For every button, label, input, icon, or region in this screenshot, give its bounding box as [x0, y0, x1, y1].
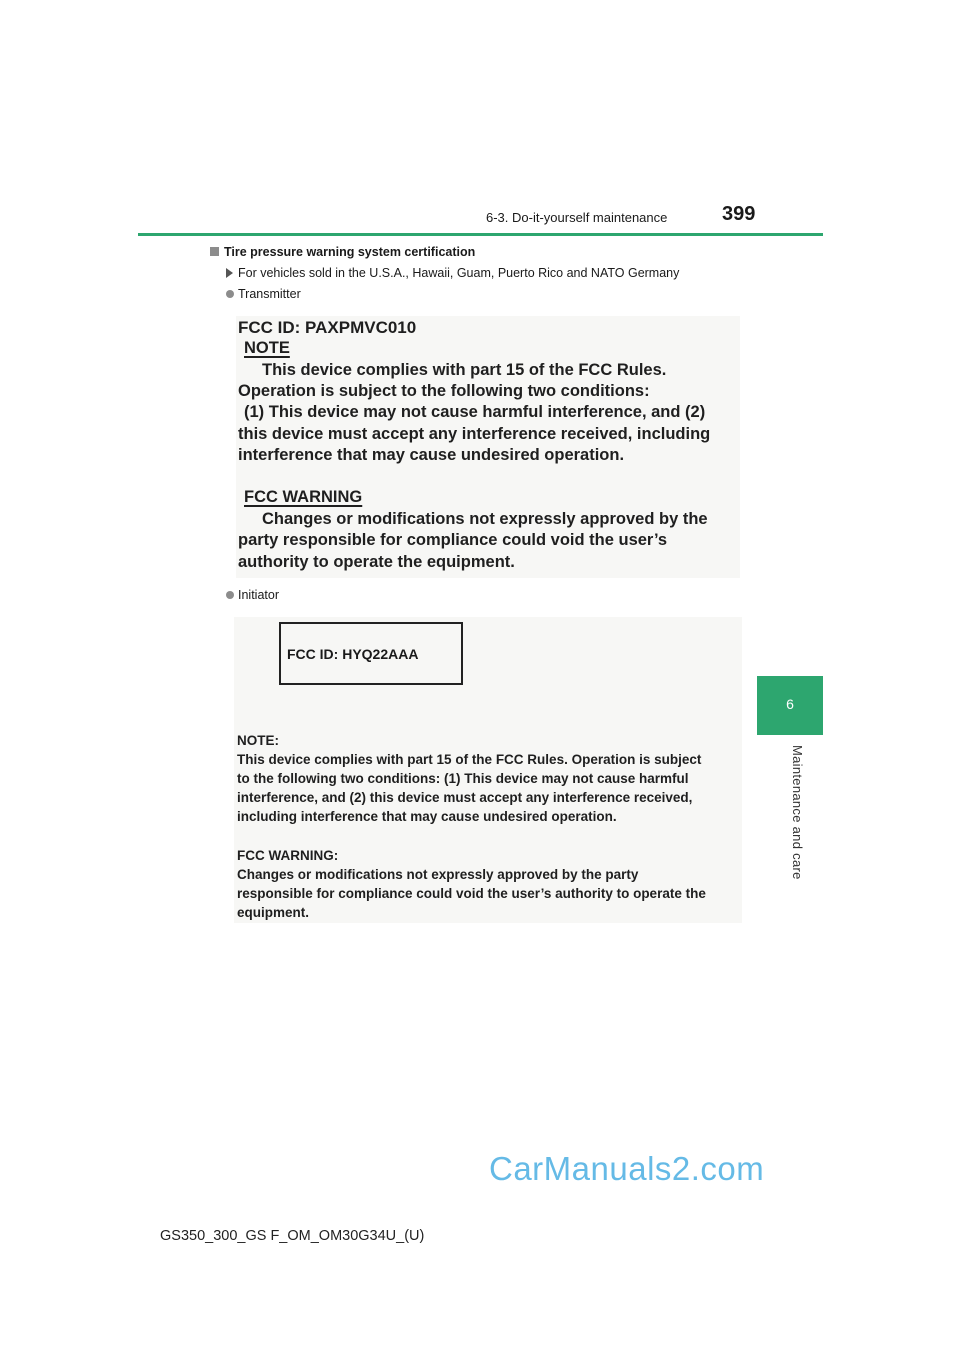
side-tab-number: 6: [786, 696, 794, 712]
initiator-note-heading: NOTE:: [237, 733, 279, 748]
transmitter-fcc-id: FCC ID: PAXPMVC010: [238, 318, 417, 337]
triangle-arrow-icon: [226, 268, 233, 278]
bullet-transmitter-text: Transmitter: [238, 287, 301, 301]
initiator-warning-line: Changes or modifications not expressly approved by the party: [237, 867, 639, 882]
header-rule: [138, 233, 823, 236]
section-heading-text: Tire pressure warning system certification: [224, 245, 476, 259]
circle-bullet-icon: [226, 290, 234, 298]
initiator-fcc-id: FCC ID: HYQ22AAA: [287, 646, 419, 662]
transmitter-warning-heading: FCC WARNING: [244, 488, 363, 506]
transmitter-note-heading: NOTE: [244, 339, 290, 357]
transmitter-label-image: [236, 316, 740, 578]
bullet-initiator: [226, 588, 279, 602]
bullet-transmitter: [226, 287, 301, 301]
side-tab: [757, 676, 823, 735]
transmitter-note-line: interference that may cause undesired operation.: [238, 446, 625, 464]
transmitter-note-line: Operation is subject to the following two conditions:: [238, 382, 650, 400]
initiator-note-line: including interference that may cause undesired operation.: [237, 809, 617, 824]
header-section-title: 6-3. Do-it-yourself maintenance: [486, 210, 668, 225]
watermark-logo: CarManuals2.com: [489, 1150, 765, 1187]
bullet-initiator-text: Initiator: [238, 588, 279, 602]
initiator-warning-heading: FCC WARNING:: [237, 848, 339, 863]
region-subheading-text: For vehicles sold in the U.S.A., Hawaii, Guam, Puerto Rico and NATO Germany: [238, 266, 680, 280]
transmitter-note-line: This device complies with part 15 of the FCC Rules.: [262, 361, 667, 379]
initiator-note-line: interference, and (2) this device must accept any interference received,: [237, 790, 693, 805]
transmitter-note-line: this device must accept any interference received, including: [238, 425, 711, 443]
circle-bullet-icon: [226, 591, 234, 599]
transmitter-warning-line: authority to operate the equipment.: [238, 553, 515, 571]
transmitter-note-line: (1) This device may not cause harmful interference, and (2): [244, 403, 706, 421]
initiator-note-line: This device complies with part 15 of the FCC Rules. Operation is subject: [237, 752, 702, 767]
section-heading: [210, 245, 475, 259]
initiator-note-line: to the following two conditions: (1) This device may not cause harmful: [237, 771, 689, 786]
initiator-warning-line: equipment.: [237, 905, 310, 920]
initiator-label-image: [234, 617, 742, 923]
transmitter-warning-line: party responsible for compliance could void the user’s: [238, 531, 668, 549]
page-number: 399: [722, 203, 756, 225]
initiator-warning-line: responsible for compliance could void the user’s authority to operate the: [237, 886, 706, 901]
square-bullet-icon: [210, 247, 219, 256]
footer-document-code: GS350_300_GS F_OM_OM30G34U_(U): [160, 1228, 425, 1244]
transmitter-warning-line: Changes or modifications not expressly approved by the: [262, 510, 708, 528]
initiator-id-box: [279, 622, 463, 685]
region-subheading: [226, 266, 679, 280]
side-tab-label: Maintenance and care: [790, 745, 805, 880]
